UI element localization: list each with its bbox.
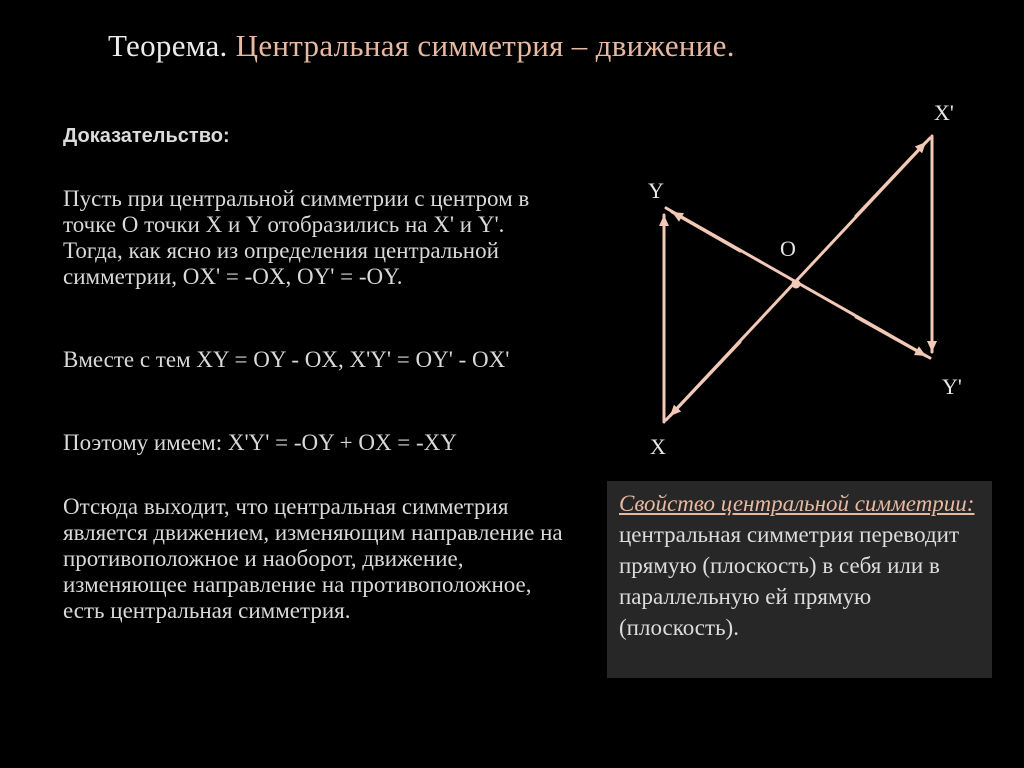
vector-o-to-x-prime xyxy=(856,142,926,216)
title-lead: Теорема. xyxy=(108,28,228,63)
label-o: O xyxy=(780,236,796,261)
proof-heading: Доказательство: xyxy=(63,125,230,147)
slide-title xyxy=(108,28,988,64)
proof-paragraph-4: Отсюда выходит, что центральная симметрия является движением, изменяющим направление на противоположное и наоборот, движение, изменяющее направление на противоположное, есть центральная симметрия. xyxy=(63,494,563,623)
label-x: X xyxy=(650,434,666,459)
symmetry-diagram xyxy=(600,90,1024,480)
proof-paragraph-1: Пусть при центральной симметрии с центром в точке O точки X и Y отобразились на X' и Y'. Тогда, как ясно из определения центральной симметрии, OX' = -OX, OY' = -OY. xyxy=(63,186,530,289)
proof-paragraph-2: Вместе с тем XY = OY - OX, X'Y' = OY' - OX' xyxy=(63,347,510,372)
vector-o-to-x xyxy=(670,342,740,416)
label-y-prime: Y' xyxy=(942,374,962,399)
property-box xyxy=(607,481,992,678)
proof-paragraph-3: Поэтому имеем: X'Y' = -OY + OX = -XY xyxy=(63,430,457,455)
vector-o-to-y xyxy=(672,212,740,251)
title-accent: Центральная симметрия – движение. xyxy=(235,28,735,63)
property-text: центральная симметрия переводит прямую (плоскость) в себя или в параллельную ей прямую (плоскость). xyxy=(619,522,960,640)
center-point-o xyxy=(792,280,801,289)
label-x-prime: X' xyxy=(934,100,954,125)
vector-o-to-y-prime xyxy=(856,317,926,356)
property-title: Свойство центральной симметрии: xyxy=(619,491,975,516)
label-y: Y xyxy=(648,178,664,203)
